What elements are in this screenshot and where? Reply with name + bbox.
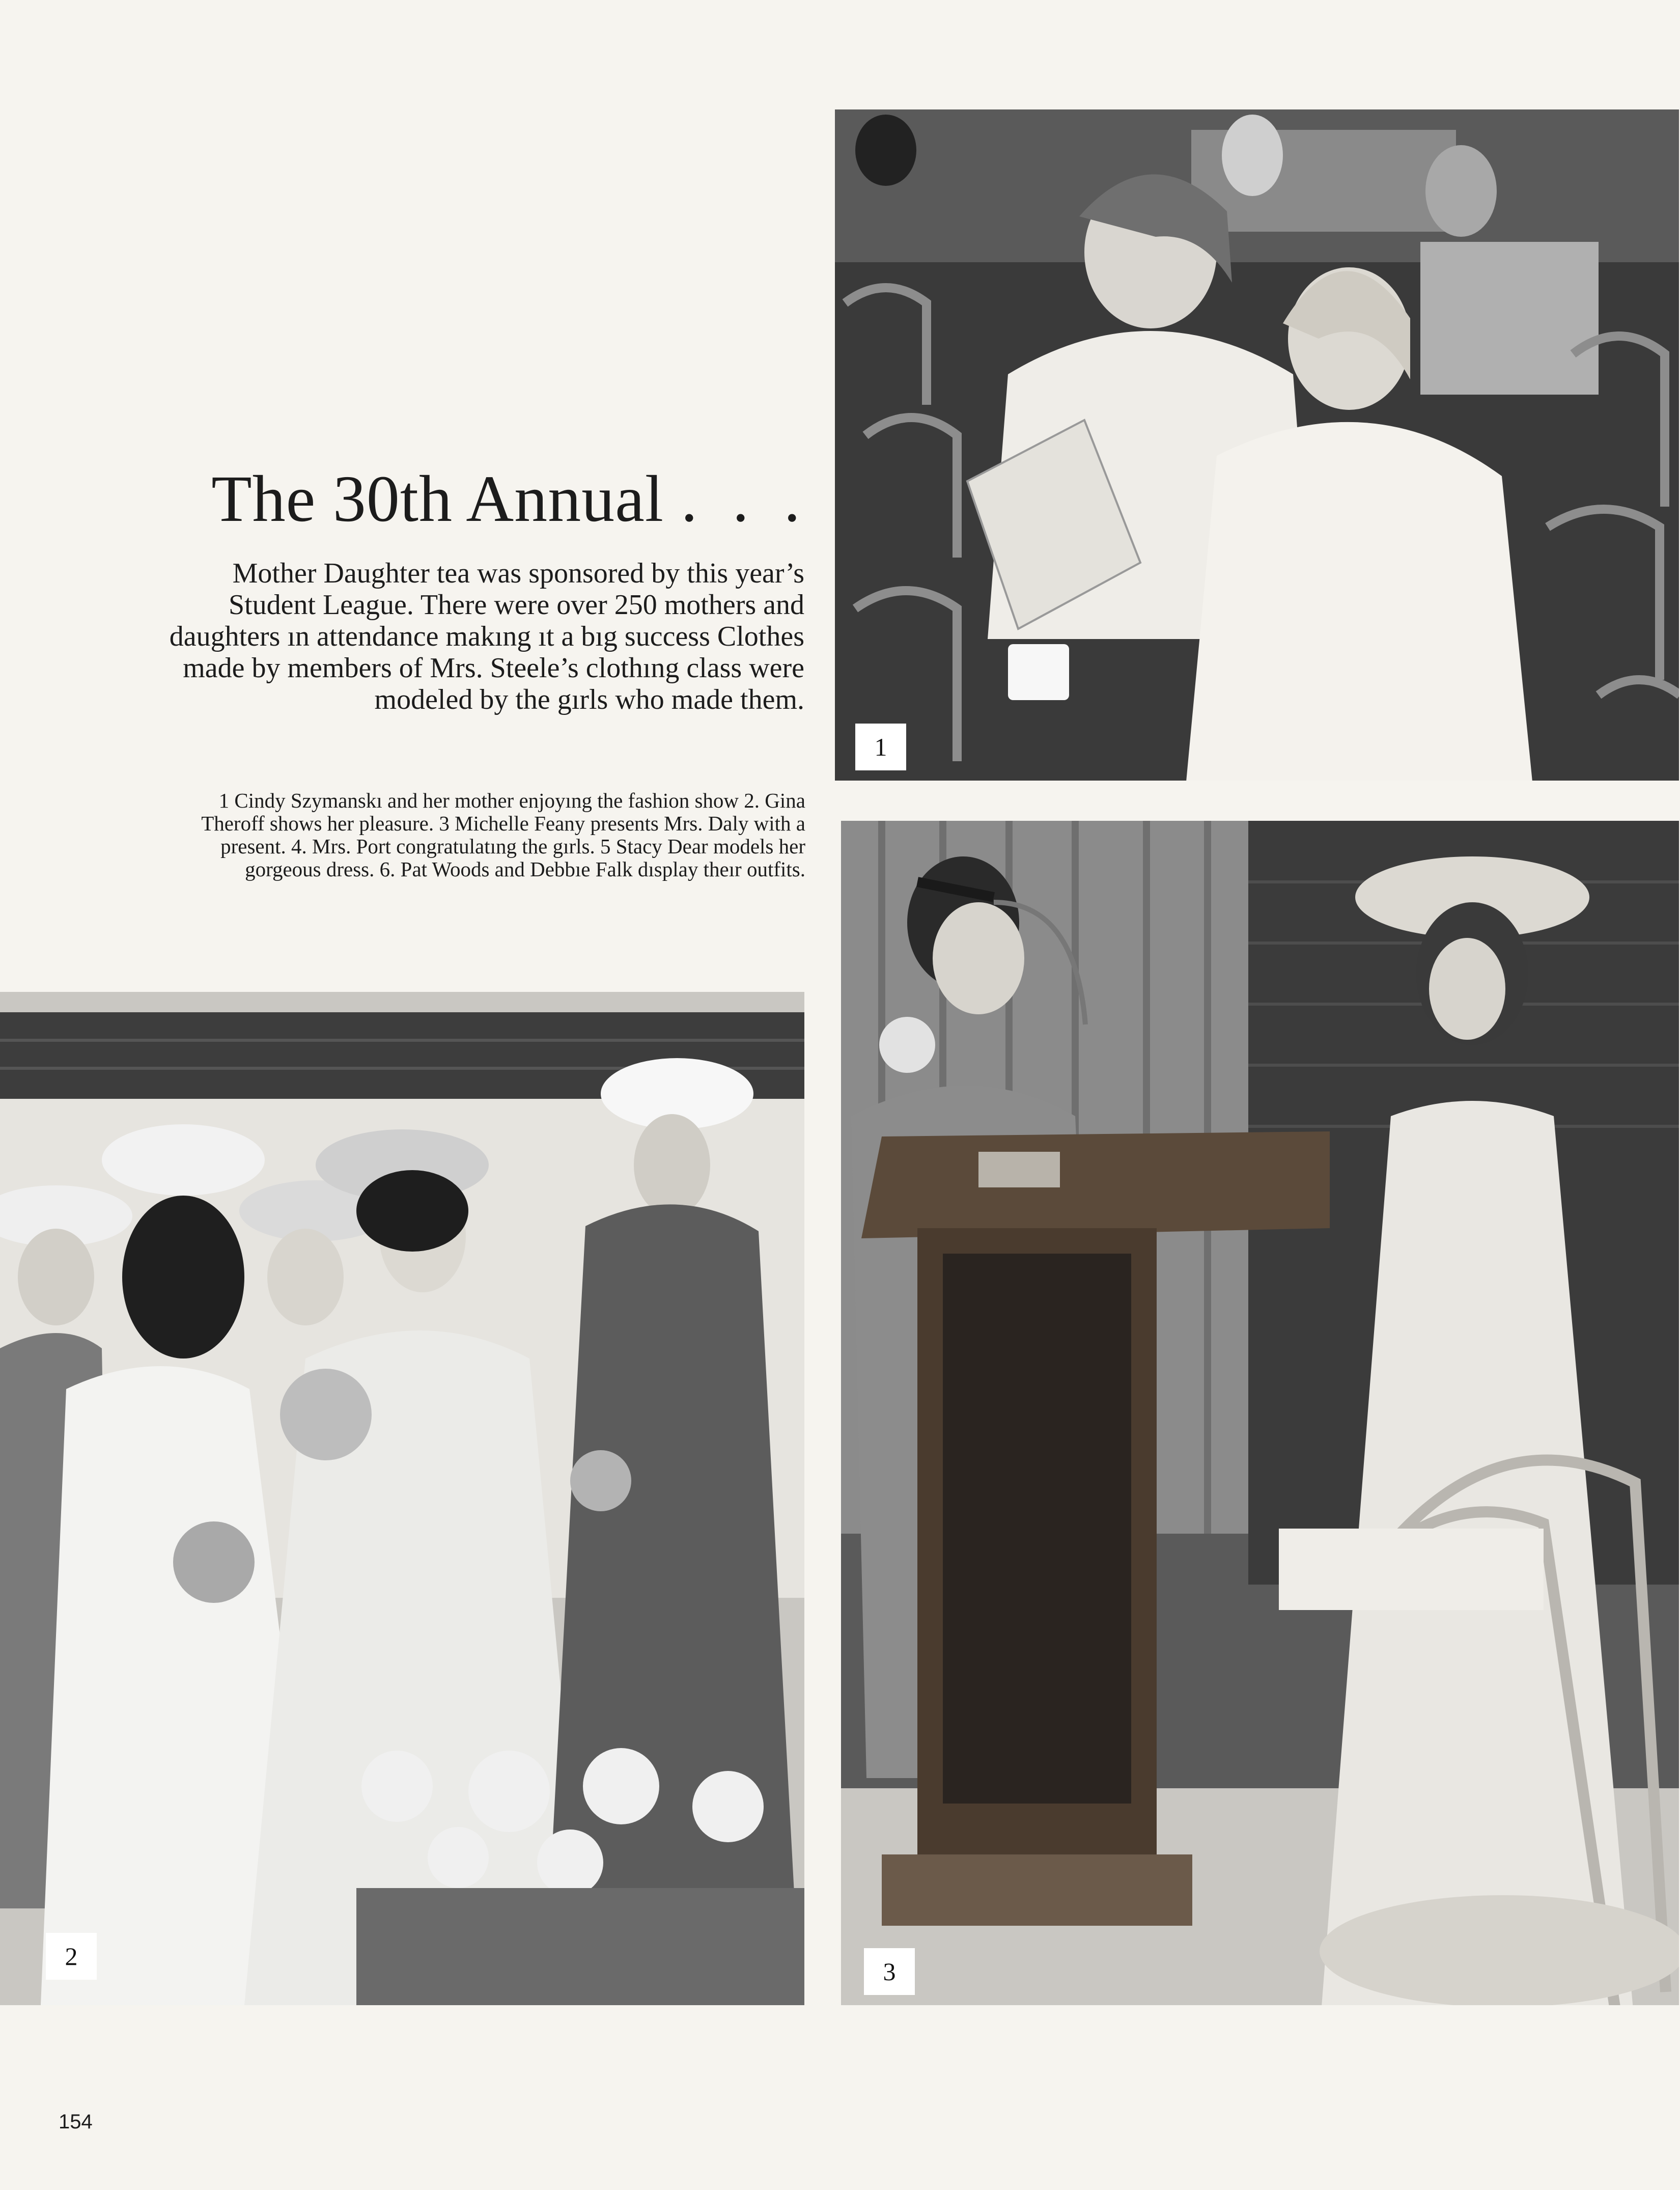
photo-1-number: 1 (855, 724, 906, 770)
page-title (168, 461, 809, 537)
photo-1 (835, 109, 1679, 781)
photo-2-number: 2 (46, 1933, 97, 1980)
photo-3 (841, 821, 1679, 2005)
intro-paragraph: Mother Daughter tea was sponsored by this year’s Student League. There were over 250 mothers and daughters ın attendance makıng ıt a bıg success Clothes made by members of Mrs. Steele’s clothıng class were modeled by the gırls who made them. (169, 558, 804, 715)
photo-1-image (835, 109, 1679, 781)
page-title-ellipsis: . . . (681, 462, 809, 536)
photo-3-number: 3 (864, 1948, 915, 1995)
photo-3-image (841, 821, 1679, 2005)
page-number: 154 (59, 2111, 93, 2133)
page-title-text: The 30th Annual (211, 462, 664, 536)
photo-captions: 1 Cindy Szymanskı and her mother enjoyıng the fashion show 2. Gina Theroff shows her pleasure. 3 Michelle Feany presents Mrs. Daly with a present. 4. Mrs. Port congratulatıng the gırls. 5 Stacy Dear models her gorgeous dress. 6. Pat Woods and Debbıe Falk dısplay theır outfits. (201, 789, 805, 881)
photo-2 (0, 992, 804, 2005)
photo-2-image (0, 992, 804, 2005)
